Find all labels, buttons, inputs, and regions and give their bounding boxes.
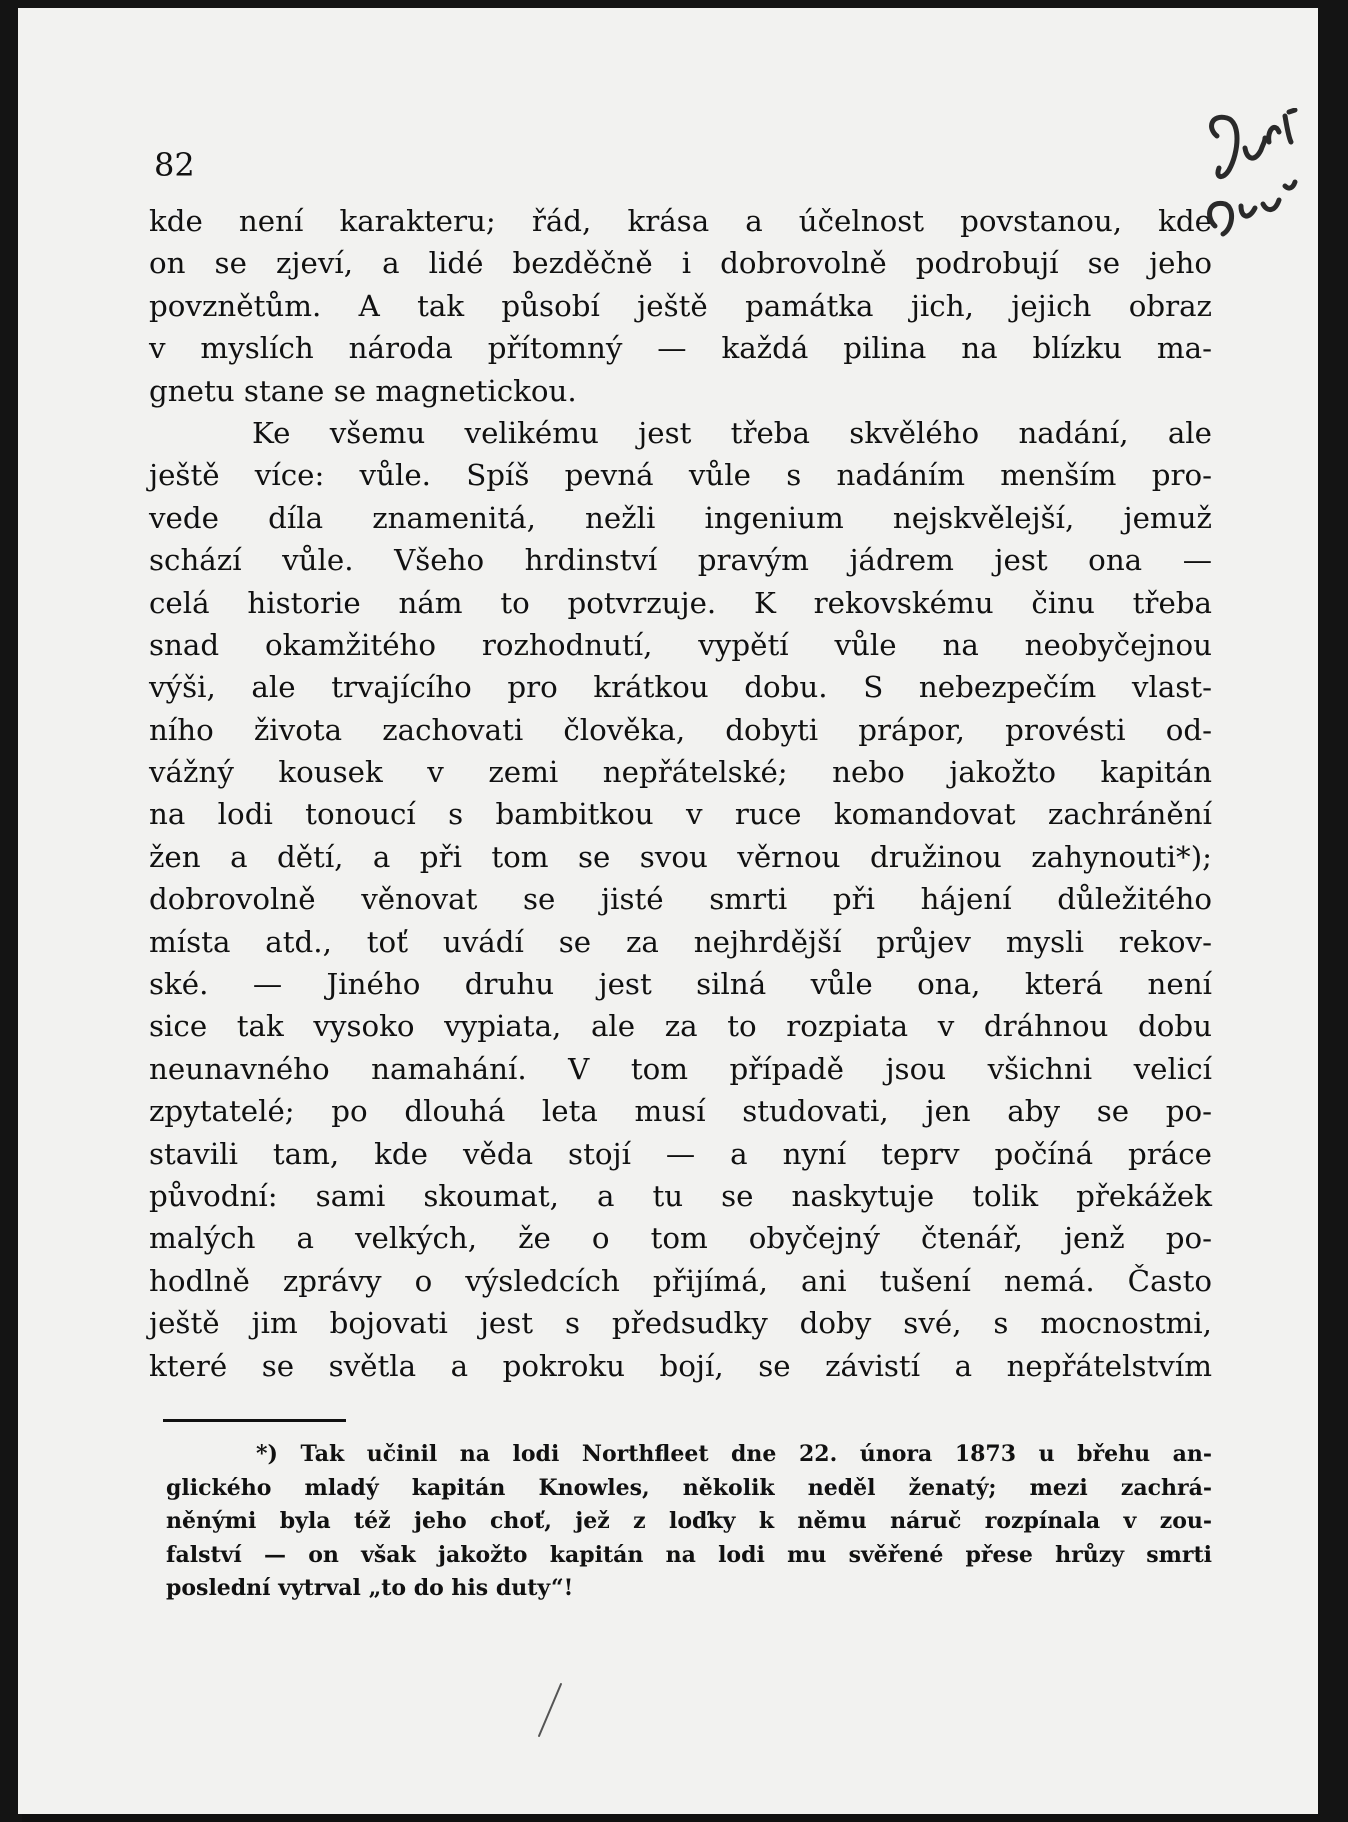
- body-line: celá historie nám to potvrzuje. K rekovskému činu třeba: [149, 585, 1212, 620]
- pencil-stroke-icon: [535, 1680, 565, 1740]
- body-line: ské. — Jiného druhu jest silná vůle ona, která není: [149, 967, 1212, 1002]
- body-line: snad okamžitého rozhodnutí, vypětí vůle na neobyčejnou: [149, 627, 1212, 662]
- body-line: stavili tam, kde věda stojí — a nyní teprv počíná práce: [149, 1136, 1212, 1171]
- body-line: kde není karakteru; řád, krása a účelnost povstanou, kde: [149, 204, 1212, 238]
- body-line: povznětům. A tak působí ještě památka jich, jejich obraz: [149, 288, 1212, 323]
- body-line: neunavného namahání. V tom případě jsou všichni velicí: [149, 1051, 1212, 1086]
- handwritten-signature-icon: [1205, 108, 1335, 308]
- body-line: vážný kousek v zemi nepřátelské; nebo jakožto kapitán: [149, 755, 1212, 790]
- body-text: [149, 200, 1212, 1387]
- footnote-line: falství — on však jakožto kapitán na lodi mu svěřené přese hrůzy smrti: [166, 1541, 1212, 1568]
- body-line: ještě více: vůle. Spíš pevná vůle s nadáním menším pro-: [149, 458, 1212, 493]
- footnote: [166, 1438, 1212, 1606]
- body-line: dobrovolně věnovat se jisté smrti při hájení důležitého: [149, 882, 1212, 917]
- body-line: žen a dětí, a při tom se svou věrnou družinou zahynouti*);: [149, 839, 1212, 874]
- page-number: 82: [154, 146, 195, 184]
- body-line: místa atd., toť uvádí se za nejhrdější průjev mysli rekov-: [149, 924, 1212, 959]
- body-line: ního života zachovati člověka, dobyti prápor, provésti od-: [149, 712, 1212, 747]
- body-line: původní: sami skoumat, a tu se naskytuje tolik překážek: [149, 1178, 1212, 1213]
- body-line: které se světla a pokroku bojí, se závistí a nepřátelstvím: [149, 1348, 1212, 1383]
- body-line: hodlně zprávy o výsledcích přijímá, ani tušení nemá. Často: [149, 1263, 1212, 1298]
- footnote-line: něnými byla též jeho choť, jež z loďky k němu náruč rozpínala v zou-: [166, 1508, 1212, 1534]
- body-line: na lodi tonoucí s bambitkou v ruce komandovat zachránění: [149, 797, 1212, 832]
- body-line: sice tak vysoko vypiata, ale za to rozpiata v dráhnou dobu: [149, 1009, 1212, 1044]
- body-line: ještě jim bojovati jest s předsudky doby své, s mocnostmi,: [149, 1306, 1212, 1341]
- body-line: gnetu stane se magnetickou.: [149, 373, 577, 408]
- footnote-line: *) Tak učinil na lodi Northfleet dne 22. února 1873 u břehu an-: [256, 1441, 1212, 1467]
- footnote-divider: [163, 1419, 346, 1422]
- body-line: on se zjeví, a lidé bezděčně i dobrovolně podrobují se jeho: [149, 246, 1212, 281]
- footnote-line: glického mladý kapitán Knowles, několik neděl ženatý; mezi zachrá-: [166, 1474, 1212, 1501]
- body-line: schází vůle. Všeho hrdinství pravým jádrem jest ona —: [149, 543, 1212, 578]
- body-line: malých a velkých, že o tom obyčejný čtenář, jenž po-: [149, 1221, 1212, 1256]
- body-line: v myslích národa přítomný — každá pilina na blízku ma-: [149, 331, 1212, 366]
- body-line: výši, ale trvajícího pro krátkou dobu. S nebezpečím vlast-: [149, 670, 1212, 705]
- book-page: [18, 8, 1318, 1814]
- paragraph-start-line: Ke všemu velikému jest třeba skvělého nadání, ale: [252, 415, 1212, 450]
- body-line: vede díla znamenitá, nežli ingenium nejskvělejší, jemuž: [149, 500, 1212, 535]
- body-line: zpytatelé; po dlouhá leta musí studovati, jen aby se po-: [149, 1094, 1212, 1129]
- footnote-line: poslední vytrval „to do his duty“!: [166, 1575, 574, 1601]
